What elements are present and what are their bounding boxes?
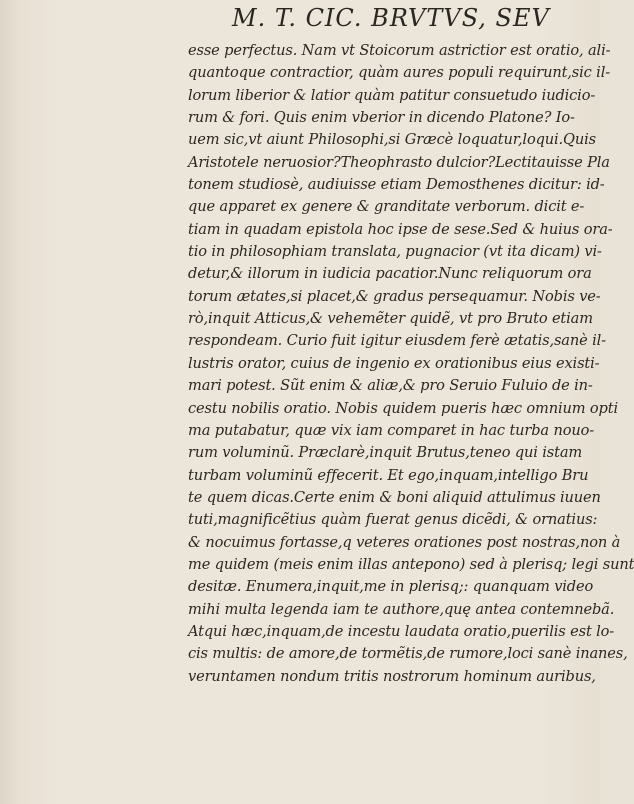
text-line: tio in philosophiam translata, pugnacior (vt ita dicam) vi- — [188, 243, 602, 261]
text-line: te quem dicas.Certe enim & boni aliquid attulimus iuuen — [188, 488, 601, 506]
text-line: torum ætates,si placet,& gradus persequamur. Nobis ve- — [188, 287, 601, 305]
text-line: respondeam. Curio fuit igitur eiusdem ferè ætatis,sanè il- — [188, 332, 606, 350]
text-line: Aristotele neruosior?Theophrasto dulcior?Lectitauisse Pla — [188, 153, 610, 171]
text-line: cestu nobilis oratio. Nobis quidem pueris hæc omnium opti — [188, 399, 618, 417]
text-line: rum voluminũ. Præclarè,inquit Brutus,teneo qui istam — [188, 444, 583, 462]
text-line: rum & fori. Quis enim vberior in dicendo Platone? Io- — [188, 109, 575, 127]
text-line: rò,inquit Atticus,& vehemẽter quidẽ, vt pro Bruto etiam — [188, 310, 593, 328]
text-line: tuti,magnificẽtius quàm fuerat genus dicẽdi, & ornatius: — [188, 511, 598, 529]
text-line: tonem studiosè, audiuisse etiam Demosthenes dicitur: id- — [188, 176, 605, 194]
text-line: tiam in quadam epistola hoc ipse de sese.Sed & huius ora- — [188, 220, 613, 238]
text-line: lustris orator, cuius de ingenio ex orationibus eius existi- — [188, 354, 600, 372]
text-line: me quidem (meis enim illas antepono) sed à plerisq; legi sunt — [188, 555, 634, 573]
body-text — [188, 40, 634, 688]
text-line: quantoque contractior, quàm aures populi requirunt,sic il- — [188, 64, 610, 82]
text-line: esse perfectus. Nam vt Stoicorum astrictior est oratio, ali- — [188, 42, 611, 59]
text-line: ma putabatur, quæ vix iam comparet in hac turba nouo- — [188, 421, 595, 439]
text-line: cis multis: de amore,de tormẽtis,de rumore,loci sanè inanes, — [188, 645, 628, 663]
text-line: mari potest. Sũt enim & aliæ,& pro Seruio Fuluio de in- — [188, 377, 593, 395]
text-line: mihi multa legenda iam te authore,quę antea contemnebã. — [188, 600, 615, 618]
text-line: Atqui hæc,inquam,de incestu laudata oratio,puerilis est lo- — [188, 622, 615, 640]
text-line: veruntamen nondum tritis nostrorum hominum auribus, — [188, 667, 596, 685]
running-head: M. T. CIC. BRVTVS, SEV — [232, 4, 550, 32]
text-line: turbam voluminũ effecerit. Et ego,inquam,intelligo Bru — [188, 466, 589, 484]
text-line: uem sic,vt aiunt Philosophi,si Græcè loquatur,loqui.Quis — [188, 131, 596, 149]
text-line: desitæ. Enumera,inquit,me in plerisq;: quanquam video — [188, 578, 594, 596]
text-line: lorum liberior & latior quàm patitur consuetudo iudicio- — [188, 86, 596, 104]
text-line: & nocuimus fortasse,q veteres orationes post nostras,non à — [188, 533, 621, 551]
text-line: detur,& illorum in iudicia pacatior.Nunc reliquorum ora — [188, 265, 592, 283]
text-line: que apparet ex genere & granditate verborum. dicit e- — [188, 198, 585, 216]
